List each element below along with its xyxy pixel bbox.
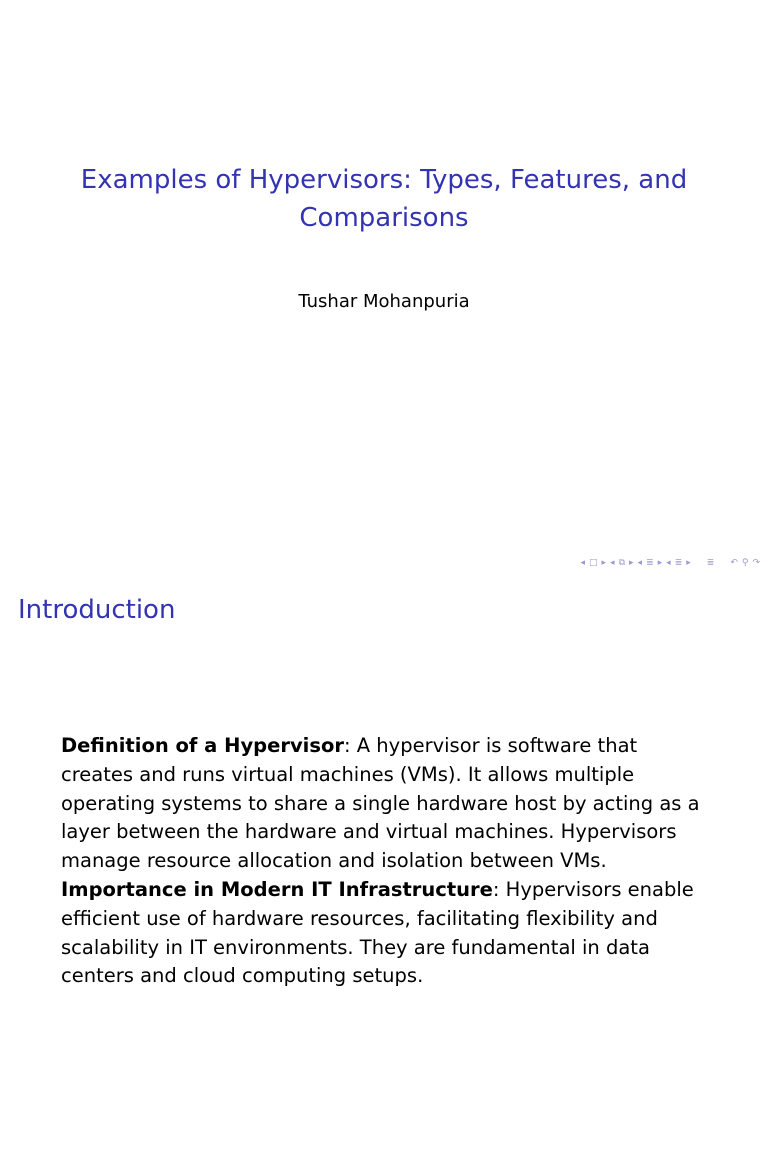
presentation-title [60, 161, 708, 237]
nav-forward-icon[interactable]: ↷ [752, 558, 760, 568]
nav-slide-icon[interactable]: □ [589, 558, 598, 568]
beamer-navigation-bar [580, 556, 760, 570]
nav-next-subsection-icon[interactable]: ▸ [657, 558, 663, 568]
nav-frame-icon[interactable]: ⧉ [618, 558, 626, 568]
importance-paragraph [61, 876, 711, 991]
nav-prev-subsection-icon[interactable]: ◂ [637, 558, 643, 568]
importance-text: : Hypervisors enable efficient use of hardware resources, facilitating flexibility and scalability in IT environments. They are fundamental in data centers and cloud computing setups. [61, 877, 694, 988]
nav-document-icon[interactable]: ≣ [706, 558, 715, 568]
nav-section-icon[interactable]: ≣ [674, 558, 683, 568]
importance-heading: Importance in Modern IT Infrastructure [61, 877, 493, 901]
frame-title: Introduction [18, 595, 176, 625]
nav-next-frame-icon[interactable]: ▸ [629, 558, 634, 568]
nav-prev-frame-icon[interactable]: ◂ [610, 558, 615, 568]
frame-body [61, 732, 711, 991]
definition-heading: Definition of a Hypervisor [61, 734, 344, 757]
author-name: Tushar Mohanpuria [298, 291, 470, 312]
presentation-title-line-2: Comparisons [299, 203, 469, 233]
definition-text: : A hypervisor is software that creates and runs virtual machines (VMs). It allows multiple operating systems to share a single hardware host by acting as a layer between the hardware and virtual machines. Hypervisors manage resource allocation and isolation between VMs. [61, 734, 700, 873]
definition-paragraph [61, 732, 711, 876]
nav-back-icon[interactable]: ↶ [730, 558, 738, 568]
nav-prev-section-icon[interactable]: ◂ [666, 558, 671, 568]
presentation-title-line-1: Examples of Hypervisors: Types, Features, and [80, 165, 688, 195]
nav-next-slide-icon[interactable]: ▸ [601, 558, 607, 568]
nav-next-section-icon[interactable]: ▸ [686, 558, 691, 568]
nav-search-icon[interactable]: ⚲ [741, 558, 749, 568]
nav-prev-slide-icon[interactable]: ◂ [580, 558, 585, 568]
nav-subsection-icon[interactable]: ≣ [646, 558, 654, 568]
introduction-slide [0, 576, 768, 1152]
